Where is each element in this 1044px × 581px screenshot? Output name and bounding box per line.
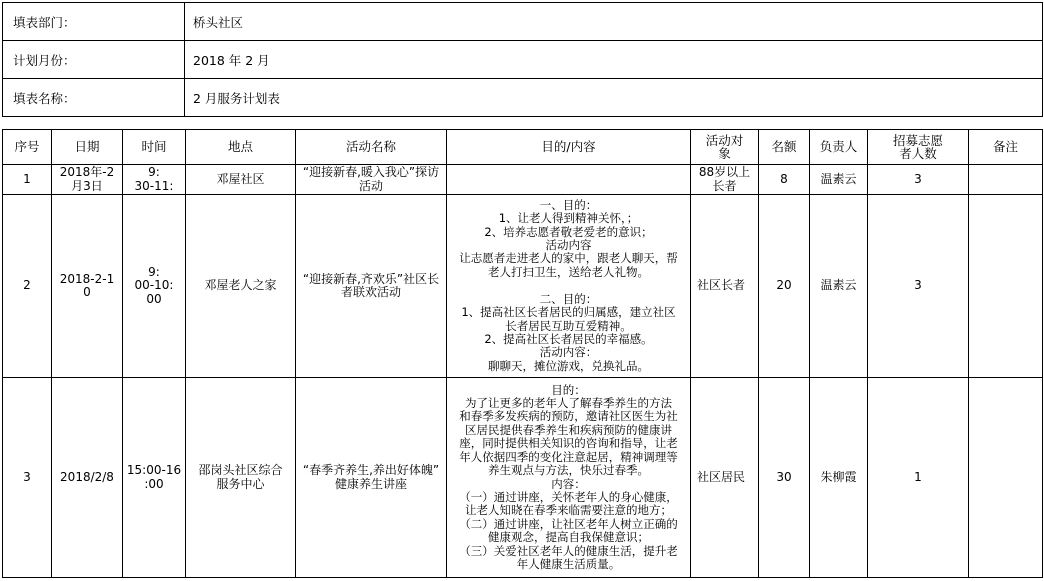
cell-remark <box>969 378 1043 578</box>
info-label: 填表部门： <box>3 3 185 41</box>
column-header: 时间 <box>123 130 186 165</box>
service-plan-table <box>2 129 1043 578</box>
column-header: 地点 <box>186 130 296 165</box>
cell-target: 88岁以上 长者 <box>691 165 759 195</box>
cell-time: 9: 00-10: 00 <box>123 195 186 378</box>
column-header: 招募志愿 者人数 <box>868 130 969 165</box>
cell-volunteers: 1 <box>868 378 969 578</box>
table-row <box>3 165 1043 195</box>
cell-content: 一、目的： 1、让老人得到精神关怀，； 2、培养志愿者敬老爱老的意识； 活动内容 让志愿者走进老人的家中，跟老人聊天，帮 老人打扫卫生，送给老人礼物。 二、目的： 1、提高社区长者居民的归属感，建立社区 长者居民互助互爱精神。 2、提高社区长者居民的幸福感。 活动内容： 聊聊天，摊位游戏，兑换礼品。 <box>447 195 691 378</box>
column-header: 备注 <box>969 130 1043 165</box>
column-header: 序号 <box>3 130 52 165</box>
info-value: 2 月服务计划表 <box>185 79 1043 117</box>
cell-date: 2018/2/8 <box>52 378 123 578</box>
column-header: 目的/内容 <box>447 130 691 165</box>
table-row <box>3 378 1043 578</box>
cell-date: 2018-2-1 0 <box>52 195 123 378</box>
header-row <box>3 130 1043 165</box>
cell-volunteers: 3 <box>868 165 969 195</box>
info-label: 填表名称： <box>3 79 185 117</box>
cell-activity-name: “迎接新春,暖入我心”探访 活动 <box>296 165 447 195</box>
cell-content <box>447 165 691 195</box>
cell-content: 目的： 为了让更多的老年人了解春季养生的方法 和春季多发疾病的预防，邀请社区医生为社 区居民提供春季养生和疾病预防的健康讲 座，同时提供相关知识的咨询和指导，让老 年人依据四季的变化注意起居，精神调理等 养生观点与方法，快乐过春季。 内容： （一）通过讲座，关怀老年人的身心健康， 让老人知晓在春季来临需要注意的地方； （二）通过讲座，让社区老年人树立正确的 健康观念，提高自我保健意识； （三）关爱社区老年人的健康生活，提升老 年人健康生活质量。 <box>447 378 691 578</box>
column-header: 活动名称 <box>296 130 447 165</box>
cell-remark <box>969 195 1043 378</box>
cell-remark <box>969 165 1043 195</box>
cell-quota: 8 <box>759 165 810 195</box>
cell-no: 1 <box>3 165 52 195</box>
info-value: 桥头社区 <box>185 3 1043 41</box>
info-row-department <box>3 3 1043 41</box>
cell-time: 9: 30-11: <box>123 165 186 195</box>
cell-target: 社区居民 <box>691 378 759 578</box>
cell-place: 邓屋社区 <box>186 165 296 195</box>
cell-place: 邵岗头社区综合 服务中心 <box>186 378 296 578</box>
table-row <box>3 195 1043 378</box>
cell-no: 2 <box>3 195 52 378</box>
cell-target: 社区长者 <box>691 195 759 378</box>
cell-no: 3 <box>3 378 52 578</box>
cell-activity-name: “迎接新春,齐欢乐”社区长 者联欢活动 <box>296 195 447 378</box>
cell-quota: 20 <box>759 195 810 378</box>
info-row-form-name <box>3 79 1043 117</box>
column-header: 负责人 <box>810 130 868 165</box>
cell-activity-name: “春季齐养生,养出好体魄” 健康养生讲座 <box>296 378 447 578</box>
info-row-month <box>3 41 1043 79</box>
info-label: 计划月份： <box>3 41 185 79</box>
cell-quota: 30 <box>759 378 810 578</box>
cell-volunteers: 3 <box>868 195 969 378</box>
cell-time: 15:00-16 :00 <box>123 378 186 578</box>
cell-date: 2018年-2 月3日 <box>52 165 123 195</box>
column-header: 名额 <box>759 130 810 165</box>
cell-leader: 朱柳霞 <box>810 378 868 578</box>
column-header: 活动对 象 <box>691 130 759 165</box>
cell-leader: 温素云 <box>810 195 868 378</box>
info-table <box>2 2 1043 117</box>
cell-place: 邓屋老人之家 <box>186 195 296 378</box>
cell-leader: 温素云 <box>810 165 868 195</box>
column-header: 日期 <box>52 130 123 165</box>
info-value: 2018 年 2 月 <box>185 41 1043 79</box>
